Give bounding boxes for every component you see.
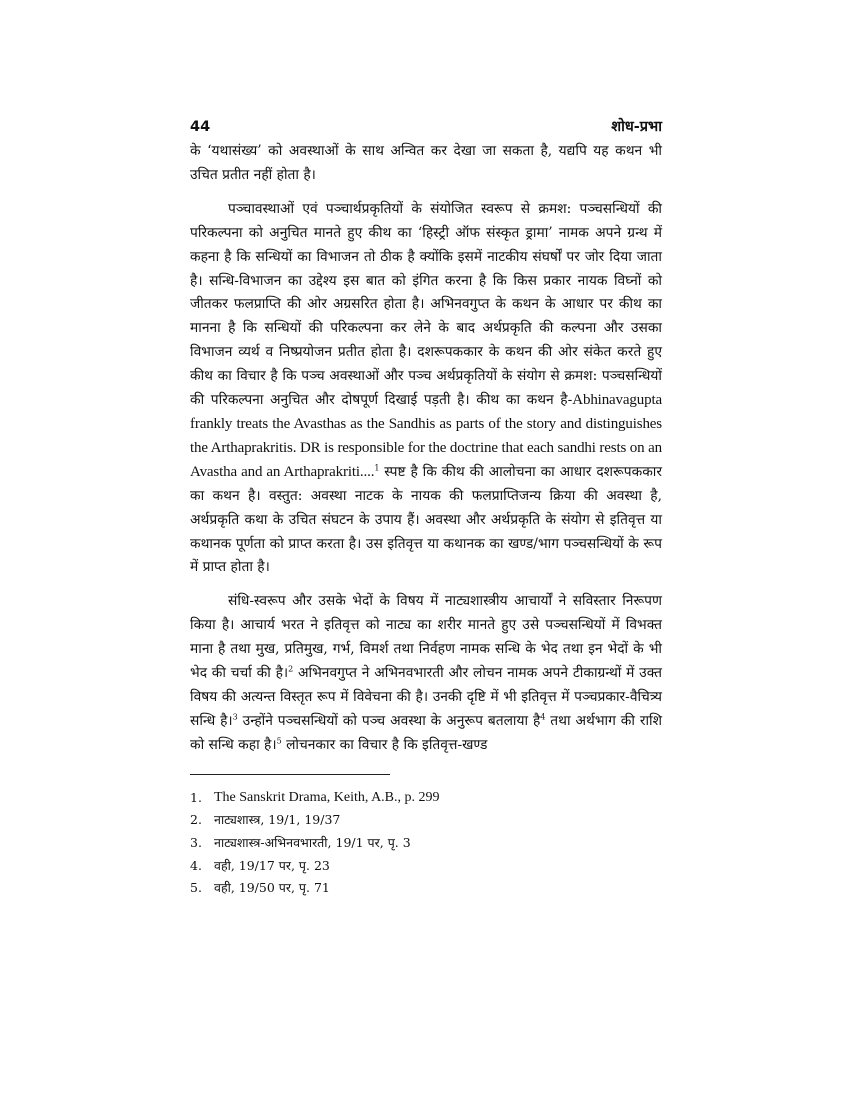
footnote-text: नाट्यशास्त्र, 19/1, 19/37 [214,812,341,828]
paragraph-sandhi-forms [190,590,662,757]
running-header [190,116,662,136]
paragraph-text: संधि-स्वरूप और उसके भेदों के विषय में नाट्यशास्त्रीय आचार्यों ने सविस्तार निरूपण किया है। आचार्य भरत ने इतिवृत्त को नाट्य का शरीर मानते हुए उसे पञ्चसन्धियों में विभक्त माना है तथा मुख, प्रतिमुख, गर्भ, विमर्श तथा निर्वहण नामक सन्धि के भेद तथा इन भेदों के भी भेद की चर्चा की है। [190,593,662,682]
footnote-number: 2. [190,812,202,828]
footnote-number: 5. [190,880,202,896]
paragraph-text: तथा अर्थभाग की राशि को सन्धि कहा है। [190,712,662,753]
footnotes-list [190,787,662,901]
paragraph-continuation: के ‘यथासंख्य’ को अवस्थाओं के साथ अन्वित कर देखा जा सकता है, यद्यपि यह कथन भी उचित प्रतीत नहीं होता है। [190,143,662,183]
footnote-ref-1[interactable]: 1 [374,463,380,473]
document-page [190,116,662,900]
footnote-item [190,855,662,878]
paragraph-text: स्पष्ट है कि कीथ की आलोचना का आधार दशरूपककार का कथन है। वस्तुत: अवस्था नाटक के नायक की फलप्राप्तिजन्य क्रिया की अवस्था है, अर्थप्रकृति कथा के उचित संघटन के उपाय हैं। अवस्था और अर्थप्रकृति के संयोग से इतिवृत्त या कथानक पूर्णता को प्राप्त करता है। उस इतिवृत्त या कथानक का खण्ड/भाग पञ्चसन्धियों के रूप में प्राप्त होता है। [190,463,663,576]
paragraph-text: उन्होंने पञ्चसन्धियों को पञ्च अवस्था के अनुरूप बतलाया है [237,712,541,729]
journal-title: शोध-प्रभा [611,119,662,135]
footnote-divider [190,774,390,775]
footnote-ref-4[interactable]: 4 [540,712,546,722]
english-quotation: Abhinavagupta frankly treats the Avasthas as the Sandhis as parts of the story and distinguishes the Arthaprakritis. DR is responsible for the doctrine that each sandhi rests on an Avastha and an Arthaprakriti.... [190,392,662,480]
paragraph-keith-critique [190,198,662,581]
footnote-number: 1. [190,789,202,805]
footnote-ref-3[interactable]: 3 [232,712,238,722]
footnote-text: वही, 19/50 पर, पृ. 71 [214,880,330,896]
footnote-item [190,832,662,855]
footnote-number: 3. [190,835,202,851]
paragraph-text: लोचनकार का विचार है कि इतिवृत्त-खण्ड [281,736,488,753]
footnote-number: 4. [190,857,202,873]
footnote-item [190,809,662,832]
footnote-text: नाट्यशास्त्र-अभिनवभारती, 19/1 पर, पृ. 3 [214,835,411,851]
footnote-text: The Sanskrit Drama, Keith, A.B., p. 299 [214,789,440,805]
footnote-text: वही, 19/17 पर, पृ. 23 [214,857,330,873]
paragraph-text: अभिनवगुप्त ने अभिनवभारती और लोचन नामक अपने टीकाग्रन्थों में उक्त विषय की अत्यन्त विस्तृत रूप में विवेचना की है। उनकी दृष्टि में भी इतिवृत्त में पञ्चप्रकार-वैचित्र्य सन्धि है। [190,665,662,729]
footnote-ref-2[interactable]: 2 [288,664,294,674]
page-number: 44 [190,119,211,135]
footnote-ref-5[interactable]: 5 [276,736,282,746]
footnote-item [190,877,662,900]
footnote-item [190,787,662,810]
paragraph-text: पञ्चावस्थाओं एवं पञ्चार्थप्रकृतियों के संयोजित स्वरूप से क्रमश: पञ्चसन्धियों की परिकल्पना को अनुचित मानते हुए कीथ का ‘हिस्ट्री ऑफ संस्कृत ड्रामा’ नामक अपने ग्रन्थ में कहना है कि सन्धियों का विभाजन तो ठीक है क्योंकि इसमें नाटकीय संघर्षों पर जोर दिया जाता है। सन्धि-विभाजन का उद्देश्य इस बात को इंगित करना है कि किस प्रकार नायक विघ्नों को जीतकर फलप्राप्ति की ओर अग्रसरित होता है। अभिनवगुप्त के कथन के आधार पर कीथ का मानना है कि सन्धियों की परिकल्पना कर लेने के बाद अर्थप्रकृति की कल्पना और उसका विभाजन व्यर्थ व निष्प्रयोजन प्रतीत होता है। दशरूपककार के कथन की ओर संकेत करते हुए कीथ का विचार है कि पञ्च अवस्थाओं और पञ्च अर्थप्रकृतियों के संयोग से क्रमश: पञ्चसन्धियों की परिकल्पना अनुचित और दोषपूर्ण दिखाई पड़ती है। कीथ का कथन है- [190,200,662,409]
